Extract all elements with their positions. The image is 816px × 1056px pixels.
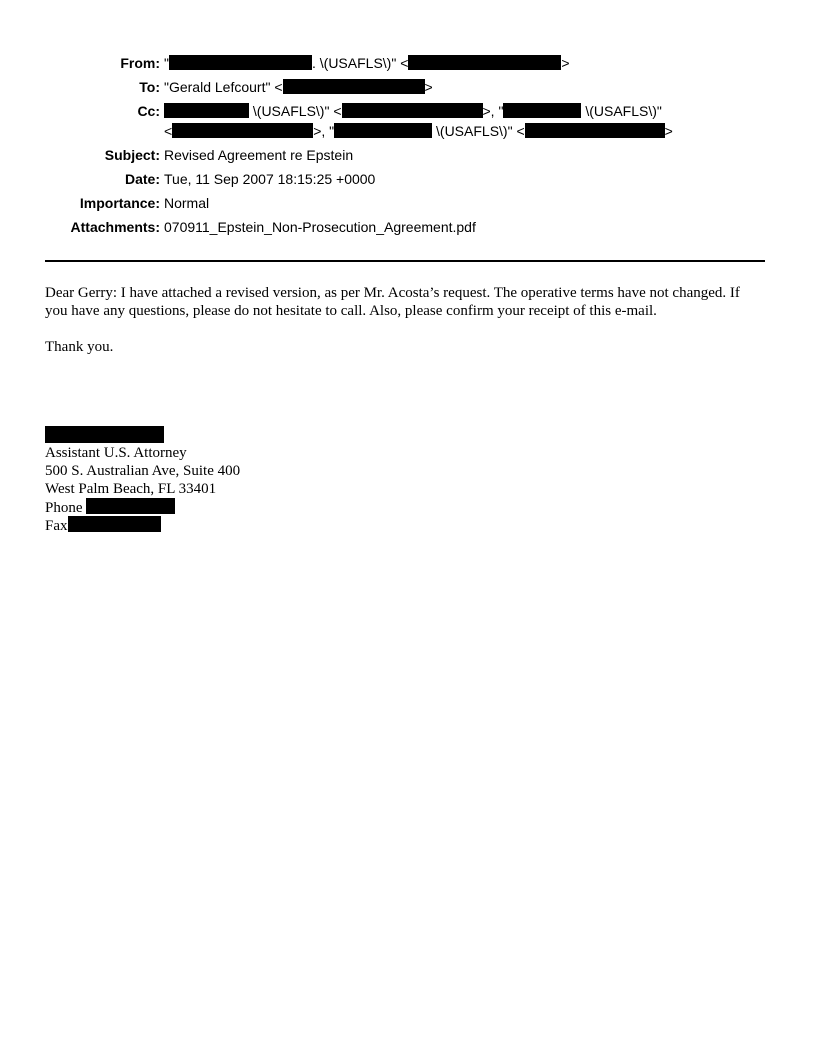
attachments-row bbox=[0, 217, 816, 237]
signature-address-line1: 500 S. Australian Ave, Suite 400 bbox=[45, 463, 241, 479]
signature-phone: Phone bbox=[45, 498, 240, 516]
redaction-box bbox=[68, 516, 161, 532]
subject-value: Revised Agreement re Epstein bbox=[164, 147, 354, 163]
date-row bbox=[0, 169, 816, 189]
to-label: To: bbox=[139, 79, 160, 95]
redaction-box bbox=[334, 123, 432, 138]
from-value: " . \(USAFLS\)" < > bbox=[164, 55, 570, 71]
redaction-box bbox=[342, 103, 483, 118]
cc-value-line2: < >, " \(USAFLS\)" < > bbox=[164, 123, 673, 139]
signature-block bbox=[45, 426, 240, 534]
importance-value: Normal bbox=[164, 195, 210, 211]
cc-row bbox=[0, 101, 816, 121]
cc-label: Cc: bbox=[137, 103, 160, 119]
subject-label: Subject: bbox=[104, 147, 160, 163]
to-value: "Gerald Lefcourt" < > bbox=[164, 79, 433, 95]
cc-row-continued bbox=[0, 121, 816, 141]
attachments-label: Attachments: bbox=[70, 219, 160, 235]
redaction-box bbox=[164, 103, 249, 118]
header-divider bbox=[45, 260, 765, 262]
date-label: Date: bbox=[124, 171, 160, 187]
subject-row bbox=[0, 145, 816, 165]
from-label: From: bbox=[120, 55, 160, 71]
signature-title: Assistant U.S. Attorney bbox=[45, 445, 187, 461]
redaction-box bbox=[503, 103, 581, 118]
redaction-box bbox=[45, 426, 164, 443]
redaction-box bbox=[283, 79, 425, 94]
importance-label: Importance: bbox=[79, 195, 160, 211]
redaction-box bbox=[525, 123, 665, 138]
cc-value-line1: \(USAFLS\)" < >, " \(USAFLS\)" bbox=[164, 101, 662, 121]
signature-address-line2: West Palm Beach, FL 33401 bbox=[45, 481, 217, 497]
redaction-box bbox=[86, 498, 175, 514]
attachment-link[interactable]: 070911_Epstein_Non-Prosecution_Agreement.pdf bbox=[164, 219, 476, 235]
from-row bbox=[0, 53, 816, 73]
to-row bbox=[0, 77, 816, 97]
body-paragraph: Dear Gerry: I have attached a revised version, as per Mr. Acosta’s request. The operative terms have not changed. If you have any questions, please do not hesitate to call. Also, please confirm your receipt of this e-mail. bbox=[45, 285, 740, 319]
importance-row bbox=[0, 193, 816, 213]
email-body bbox=[45, 284, 765, 356]
date-value: Tue, 11 Sep 2007 18:15:25 +0000 bbox=[164, 171, 376, 187]
redaction-box bbox=[172, 123, 313, 138]
redaction-box bbox=[169, 55, 312, 70]
redaction-box bbox=[408, 55, 561, 70]
body-closing: Thank you. bbox=[45, 339, 114, 355]
signature-fax: Fax bbox=[45, 516, 240, 534]
signature-name bbox=[45, 426, 240, 444]
